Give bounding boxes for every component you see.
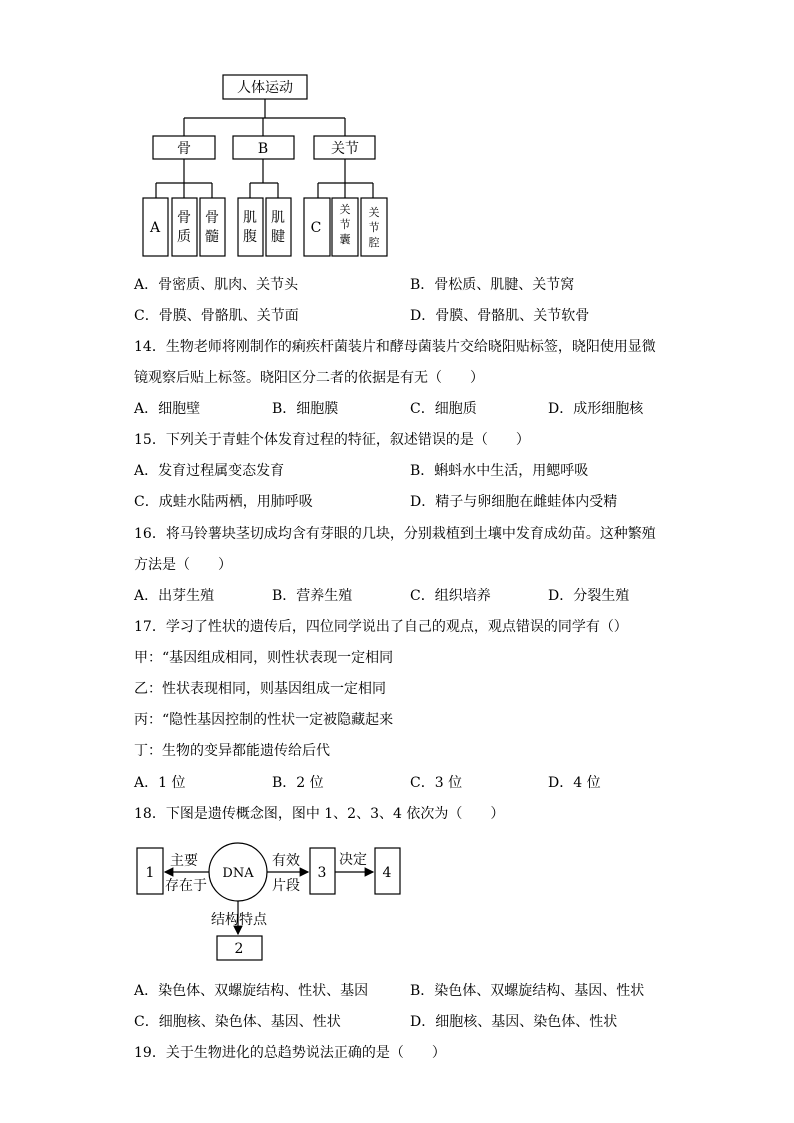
diagram-leaf-joint-capsule: 关节囊 xyxy=(339,203,351,246)
label-determines: 决定 xyxy=(339,852,367,868)
q17-stem: 17．学习了性状的遗传后，四位同学说出了自己的观点，观点错误的同学有（） xyxy=(134,619,628,635)
label-effective: 有效 xyxy=(272,853,300,869)
q19-stem: 19．关于生物进化的总趋势说法正确的是（ ） xyxy=(134,1045,446,1061)
q17-statement-yi: 乙：性状表现相同，则基因组成一定相同 xyxy=(134,681,386,697)
q17-option-c: C．3 位 xyxy=(410,775,463,791)
q14-option-d: D．成形细胞核 xyxy=(548,401,644,417)
q18-option-b: B．染色体、双螺旋结构、基因、性状 xyxy=(410,983,645,999)
label-segment: 片段 xyxy=(272,878,300,894)
q17-option-d: D．4 位 xyxy=(548,775,601,791)
q15-option-b: B．蝌蚪水中生活，用鳃呼吸 xyxy=(410,463,589,479)
concept-box-1: 1 xyxy=(145,865,155,881)
heredity-concept-diagram xyxy=(0,830,794,970)
q18-option-c: C．细胞核、染色体、基因、性状 xyxy=(134,1014,341,1030)
q16-stem-line-2: 方法是（ ） xyxy=(134,557,232,573)
q16-stem-line-1: 16．将马铃薯块茎切成均含有芽眼的几块，分别栽植到土壤中发育成幼苗。这种繁殖 xyxy=(134,526,656,542)
diagram-root-label: 人体运动 xyxy=(237,80,293,96)
q15-option-d: D．精子与卵细胞在雌蛙体内受精 xyxy=(410,494,618,510)
q17-statement-jia: 甲：“基因组成相同，则性状表现一定相同 xyxy=(134,650,394,666)
human-movement-diagram xyxy=(0,0,794,270)
q17-statement-ding: 丁：生物的变异都能遗传给后代 xyxy=(134,743,330,759)
diagram-joint-label: 关节 xyxy=(331,141,359,157)
diagram-leaf-joint-cavity: 关节腔 xyxy=(368,206,380,249)
concept-dna-circle: DNA xyxy=(222,866,254,881)
q14-option-b: B．细胞膜 xyxy=(272,401,339,417)
diagram-leaf-muscle-belly: 肌腹 xyxy=(243,210,257,245)
q18-option-d: D．细胞核、基因、染色体、性状 xyxy=(410,1014,618,1030)
diagram-leaf-bone-substance: 骨质 xyxy=(177,210,191,245)
q16-option-b: B．营养生殖 xyxy=(272,588,353,604)
q13-option-d: D．骨膜、骨骼肌、关节软骨 xyxy=(410,308,590,324)
q15-option-a: A．发育过程属变态发育 xyxy=(134,463,285,479)
concept-box-2: 2 xyxy=(234,941,244,957)
q13-option-b: B．骨松质、肌腱、关节窝 xyxy=(410,277,575,293)
label-exists-in: 存在于 xyxy=(165,878,207,894)
label-main: 主要 xyxy=(170,853,198,869)
q17-statement-bing: 丙：“隐性基因控制的性状一定被隐藏起来 xyxy=(134,712,394,728)
q16-option-a: A．出芽生殖 xyxy=(134,588,215,604)
diagram-b-label: B xyxy=(257,141,269,157)
concept-box-3: 3 xyxy=(317,865,327,881)
q14-option-c: C．细胞质 xyxy=(410,401,477,417)
q15-stem: 15．下列关于青蛙个体发育过程的特征，叙述错误的是（ ） xyxy=(134,432,530,448)
label-structural-feature: 结构特点 xyxy=(211,912,267,928)
q14-option-a: A．细胞壁 xyxy=(134,401,201,417)
diagram-leaf-tendon: 肌腱 xyxy=(271,210,285,245)
q14-stem-line-2: 镜观察后贴上标签。晓阳区分二者的依据是有无（ ） xyxy=(134,370,484,386)
q17-option-b: B．2 位 xyxy=(272,775,324,791)
q16-option-c: C．组织培养 xyxy=(410,588,491,604)
q13-option-a: A．骨密质、肌肉、关节头 xyxy=(134,277,299,293)
diagram-leaf-bone-marrow: 骨髓 xyxy=(205,210,219,245)
q17-option-a: A．1 位 xyxy=(134,775,186,791)
q15-option-c: C．成蛙水陆两栖，用肺呼吸 xyxy=(134,494,313,510)
diagram-bone-label: 骨 xyxy=(177,141,191,157)
q18-stem: 18．下图是遗传概念图，图中 1、2、3、4 依次为（ ） xyxy=(134,806,505,822)
concept-box-4: 4 xyxy=(382,865,392,881)
q14-stem-line-1: 14．生物老师将刚制作的痢疾杆菌装片和酵母菌装片交给晓阳贴标签，晓阳使用显微 xyxy=(134,339,656,355)
diagram-leaf-a: A xyxy=(149,220,161,236)
q13-option-c: C．骨膜、骨骼肌、关节面 xyxy=(134,308,299,324)
q16-option-d: D．分裂生殖 xyxy=(548,588,630,604)
diagram-leaf-c: C xyxy=(310,220,322,236)
q18-option-a: A．染色体、双螺旋结构、性状、基因 xyxy=(134,983,369,999)
